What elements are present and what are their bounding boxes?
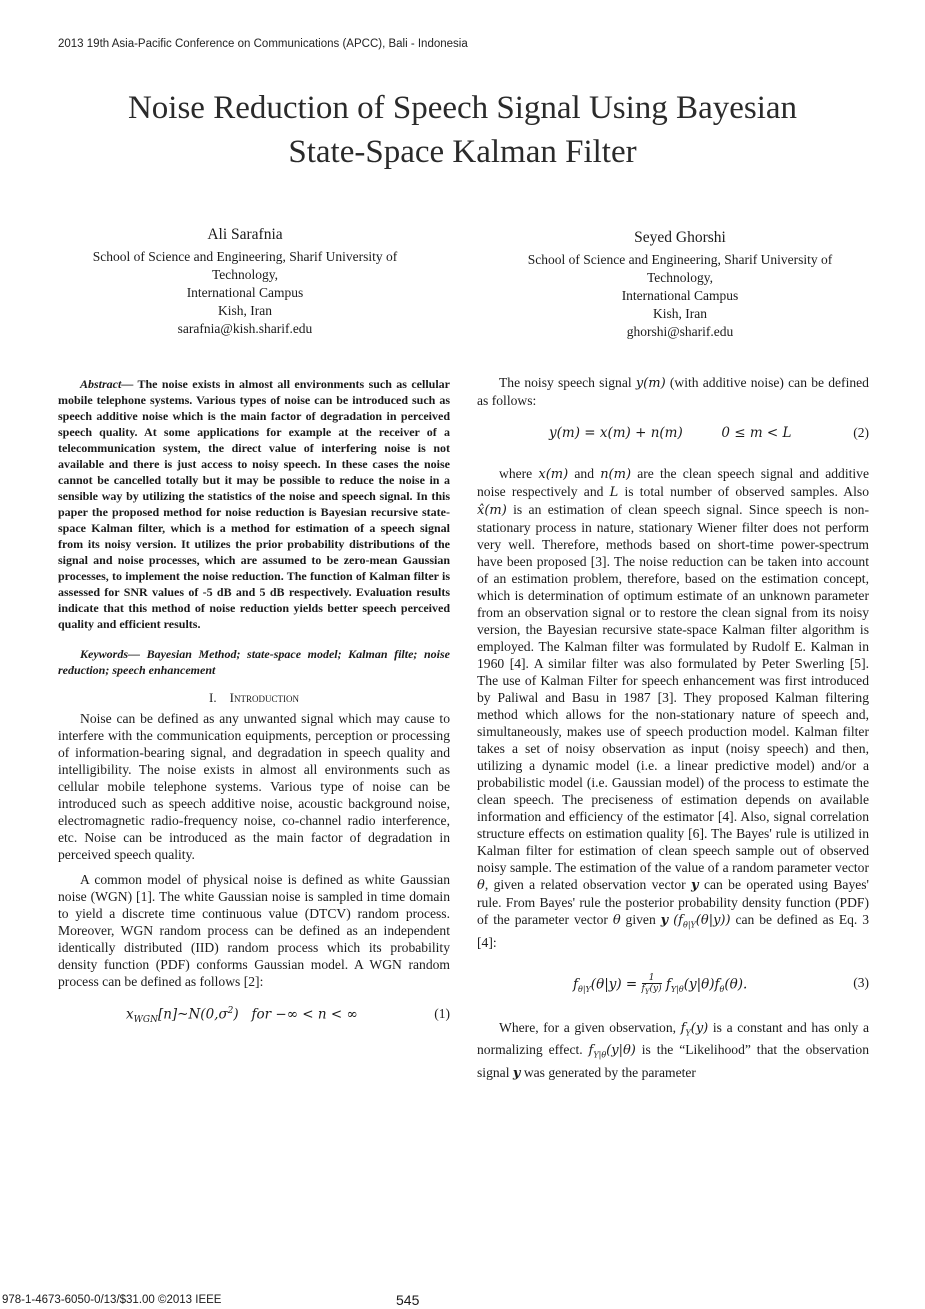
paragraph-text: are the clean speech signal and additive noise respectively and bbox=[477, 466, 869, 499]
right-paragraph-3: Where, for a given observation, $f_Y(y)$ is a constant and has only a normalizing effect. $f_{Y|\theta}(y|\theta)$ is the “Likelihood” that the observation signal y was generated by the parameter bbox=[477, 1019, 870, 1081]
section-number: I. bbox=[209, 690, 217, 705]
right-paragraph-1: The noisy speech signal y(m) (with additive noise) can be defined as follows: bbox=[477, 375, 869, 408]
author-affiliation: School of Science and Engineering, Sharif University of bbox=[527, 252, 833, 267]
equation-2 bbox=[477, 423, 869, 453]
page-number: 545 bbox=[396, 1292, 420, 1308]
author-location: Kish, Iran bbox=[653, 306, 707, 321]
equation-1-number: (1) bbox=[434, 1006, 450, 1021]
paragraph-text: , given a related observation vector bbox=[484, 877, 692, 892]
paragraph-text: where bbox=[499, 466, 539, 481]
paragraph-text: is total number of observed samples. Also bbox=[618, 484, 869, 499]
paragraph-text: is the “Likelihood” that the observation signal bbox=[477, 1042, 869, 1080]
right-column bbox=[477, 374, 869, 1082]
author-email: sarafnia@kish.sharif.edu bbox=[177, 321, 313, 336]
intro-paragraph-1 bbox=[58, 710, 450, 863]
paragraph-text: Noise can be defined as any unwanted signal which may cause to interfere with the communication equipments, perception or processing of information-bearing signal, and degradation in speech quality and intelligibility. The noise exists in almost all environments such as cellular mobile telephone systems. Various type of noise can be introduced such as speech additive noise, acoustic background noise, electromagnetic radio-frequency noise, co-channel radio interference, etc. Noise can be introduced as the main factor of degradation in perceived speech quality. bbox=[58, 711, 450, 862]
abstract-text: The noise exists in almost all environments such as cellular mobile telephone systems. Various types of noise can be introduced such as speech additive noise which is the main factor of degradation in perceived speech quality. At some applications for example at the receiver of a telecommunication system, the direct value of interfering noise is not available and there is just access to noisy speech. In these cases the noise cannot be cancelled totally but it may be possible to reduce the noise in a sensible way by utilizing the statistics of the noise and speech signal. In this paper the proposed method for noise reduction is Bayesian recursive state-space Kalman filter, which is a method for estimation of a speech signal from its noisy version. It utilizes the prior probability distributions of the signal and noise processes, which are assumed to be zero-mean Gaussian processes, to implement the noise reduction. The function of Kalman filter is assessed for SNR values of -5 dB and 5 dB respectively. Evaluation results indicate that this method of noise reduction yields better speech perceived quality and efficient results. bbox=[58, 377, 450, 631]
paragraph-text: can be operated using Bayes' rule bbox=[477, 877, 870, 910]
equation-3 bbox=[477, 965, 869, 1005]
paragraph-text: The noisy speech signal bbox=[499, 375, 636, 390]
keywords: Keywords— Bayesian Method; state-space model; Kalman filte; noise reduction; speech enhancement bbox=[58, 647, 450, 677]
author-email: ghorshi@sharif.edu bbox=[626, 324, 734, 339]
paragraph-text: given bbox=[620, 912, 661, 927]
author-name: Seyed Ghorshi bbox=[634, 229, 726, 246]
paragraph-text: was generated by the parameter bbox=[520, 1064, 696, 1080]
equation-2-number: (2) bbox=[853, 425, 869, 440]
abstract-label: Abstract— bbox=[80, 377, 134, 391]
title-line-1: Noise Reduction of Speech Signal Using Bayesian bbox=[127, 90, 798, 126]
paragraph-text: is an estimation of clean speech signal. Since speech is non-stationary process in nature, stationary Wiener filter does not perform very well. Therefore, methods based on short-time power-spectrum have been proposed [3]. The noise reduction can be taken into account of an estimation problem, therefore, based on the estimation concept, which is determination of optimum estimate of an unknown parameter from an observation signal or to restore the clean signal from its noisy version, the Bayesian recursive state-space Kalman filter algorithm is employed. The Kalman filter was formulated by Rudolf E. Kalman in 1960 [4]. A similar filter was also formulated by Peter Swerling [5]. The use of Kalman Filter for speech enhancement was first introduced by Paliwal and Basu in 1987 [3]. They proposed Kalman filtering method which allows for the non-stationary nature of speech and, simultaneously, makes use of speech production model. Kalman filter takes a set of noisy observation as input (noisy speech) and then, utilizing a dynamic model (i.e. a linear predictive model) and/or a probabilistic model (i.e. Gaussian model) of the process to estimate the clean speech. The preciseness of estimation depends on available information and efficiency of the estimator [4]. Also, signal correlation structure effects on estimation quality [6]. The Bayes' rule is utilized in Kalman filter for estimation of clean speech sample out of observed noisy sample. The estimation of the value of a random parameter vector bbox=[477, 502, 869, 875]
paragraph-text: can be defined as Eq. 3 [4]: bbox=[477, 912, 870, 950]
conference-header: 2013 19th Asia-Pacific Conference on Communications (APCC), Bali - Indonesia bbox=[58, 38, 468, 50]
paragraph-text: A common model of physical noise is defined as white Gaussian noise (WGN) [1]. The white Gaussian noise is sampled in time domain to yield a discrete time continuous value (DTCV) random process. Moreover, WGN random process can be defined as an independent identically distributed (IID) random process which its probability density function (PDF) conforms Gaussian model. A WGN random process can be defined as follows [2]: bbox=[58, 872, 450, 989]
author-block-1 bbox=[50, 226, 440, 338]
paragraph-text: . From Bayes' rule the posterior probability density function (PDF) of the parameter vector bbox=[477, 895, 869, 927]
paragraph-text: is a constant and has only a normalizing effect. bbox=[477, 1019, 870, 1058]
author-block-2 bbox=[485, 229, 875, 341]
left-column bbox=[58, 376, 450, 1032]
right-paragraph-2: where x(m) and n(m) are the clean speech signal and additive noise respectively and L is total number of observed samples. Also x̂(m) is an estimation of clean speech signal. Since speech is non-stationary process in nature, stationary Wiener filter does not perform very well. Therefore, methods based on short-time power-spectrum have been proposed [3]. The noise reduction can be taken into account of an estimation problem, therefore, based on the estimation concept, which is determination of optimum estimate of an unknown parameter from an observation signal or to restore the clean signal from its noisy version, the Bayesian recursive state-space Kalman filter algorithm is employed. The Kalman filter was formulated by Rudolf E. Kalman in 1960 [4]. A similar filter was also formulated by Peter Swerling [5]. The use of Kalman Filter for speech enhancement was first introduced by Paliwal and Basu in 1987 [3]. They proposed Kalman filtering method which allows for the non-stationary nature of speech and, simultaneously, makes use of speech production model. Kalman filter takes a set of noisy observation as input (noisy speech) and then, utilizing a dynamic model (i.e. a linear predictive model) and/or a probabilistic model (i.e. Gaussian model) of the process to estimate the clean speech. The preciseness of estimation depends on available information and efficiency of the estimator [4]. Also, signal correlation structure effects on estimation quality [6]. The Bayes' rule is utilized in Kalman filter for estimation of clean speech sample out of observed noisy sample. The estimation of the value of a random parameter vector θ, given a related observation vector y can be operated using Bayes' rule. From Bayes' rule the posterior probability density function (PDF) of the parameter vector θ given y $(f_{\theta|Y}(\theta|y))$ can be defined as Eq. 3 [4]: bbox=[477, 466, 870, 950]
section-heading bbox=[58, 690, 450, 706]
title-line-2: State-Space Kalman Filter bbox=[288, 134, 637, 170]
paragraph-text: (with additive noise) can be defined as follows: bbox=[477, 375, 869, 408]
equation-3-number: (3) bbox=[853, 974, 869, 990]
intro-paragraph-2 bbox=[58, 871, 450, 990]
paragraph-text: Where, for a given observation, bbox=[499, 1019, 681, 1035]
paper-title bbox=[40, 86, 885, 174]
paragraph-text: and bbox=[568, 466, 601, 481]
author-affiliation: International Campus bbox=[621, 288, 739, 303]
equation-2-body: y(m) = x(m) + n(m) 0 ≤ m < L bbox=[549, 425, 792, 441]
author-location: Kish, Iran bbox=[218, 303, 272, 318]
equation-3-body: $f_{\theta|Y}(\theta|y)$ = $\frac{1}{f_Y(y)}$ $f_{Y|\theta}(y|\theta)f_\theta(\theta)$. bbox=[573, 972, 748, 996]
abstract bbox=[58, 376, 450, 632]
author-affiliation: Technology, bbox=[646, 270, 714, 285]
author-affiliation: School of Science and Engineering, Sharif University of bbox=[92, 249, 398, 264]
equation-1-body: $x_{WGN}[n]\sim N(0,\sigma^2)$ for −∞ < n < ∞ bbox=[126, 1006, 358, 1026]
copyright-footer: 978-1-4673-6050-0/13/$31.00 ©2013 IEEE bbox=[2, 1294, 222, 1306]
equation-1 bbox=[58, 1002, 450, 1032]
author-name: Ali Sarafnia bbox=[207, 226, 283, 243]
author-affiliation: International Campus bbox=[186, 285, 304, 300]
author-affiliation: Technology, bbox=[211, 267, 279, 282]
section-title: Introduction bbox=[229, 690, 299, 705]
